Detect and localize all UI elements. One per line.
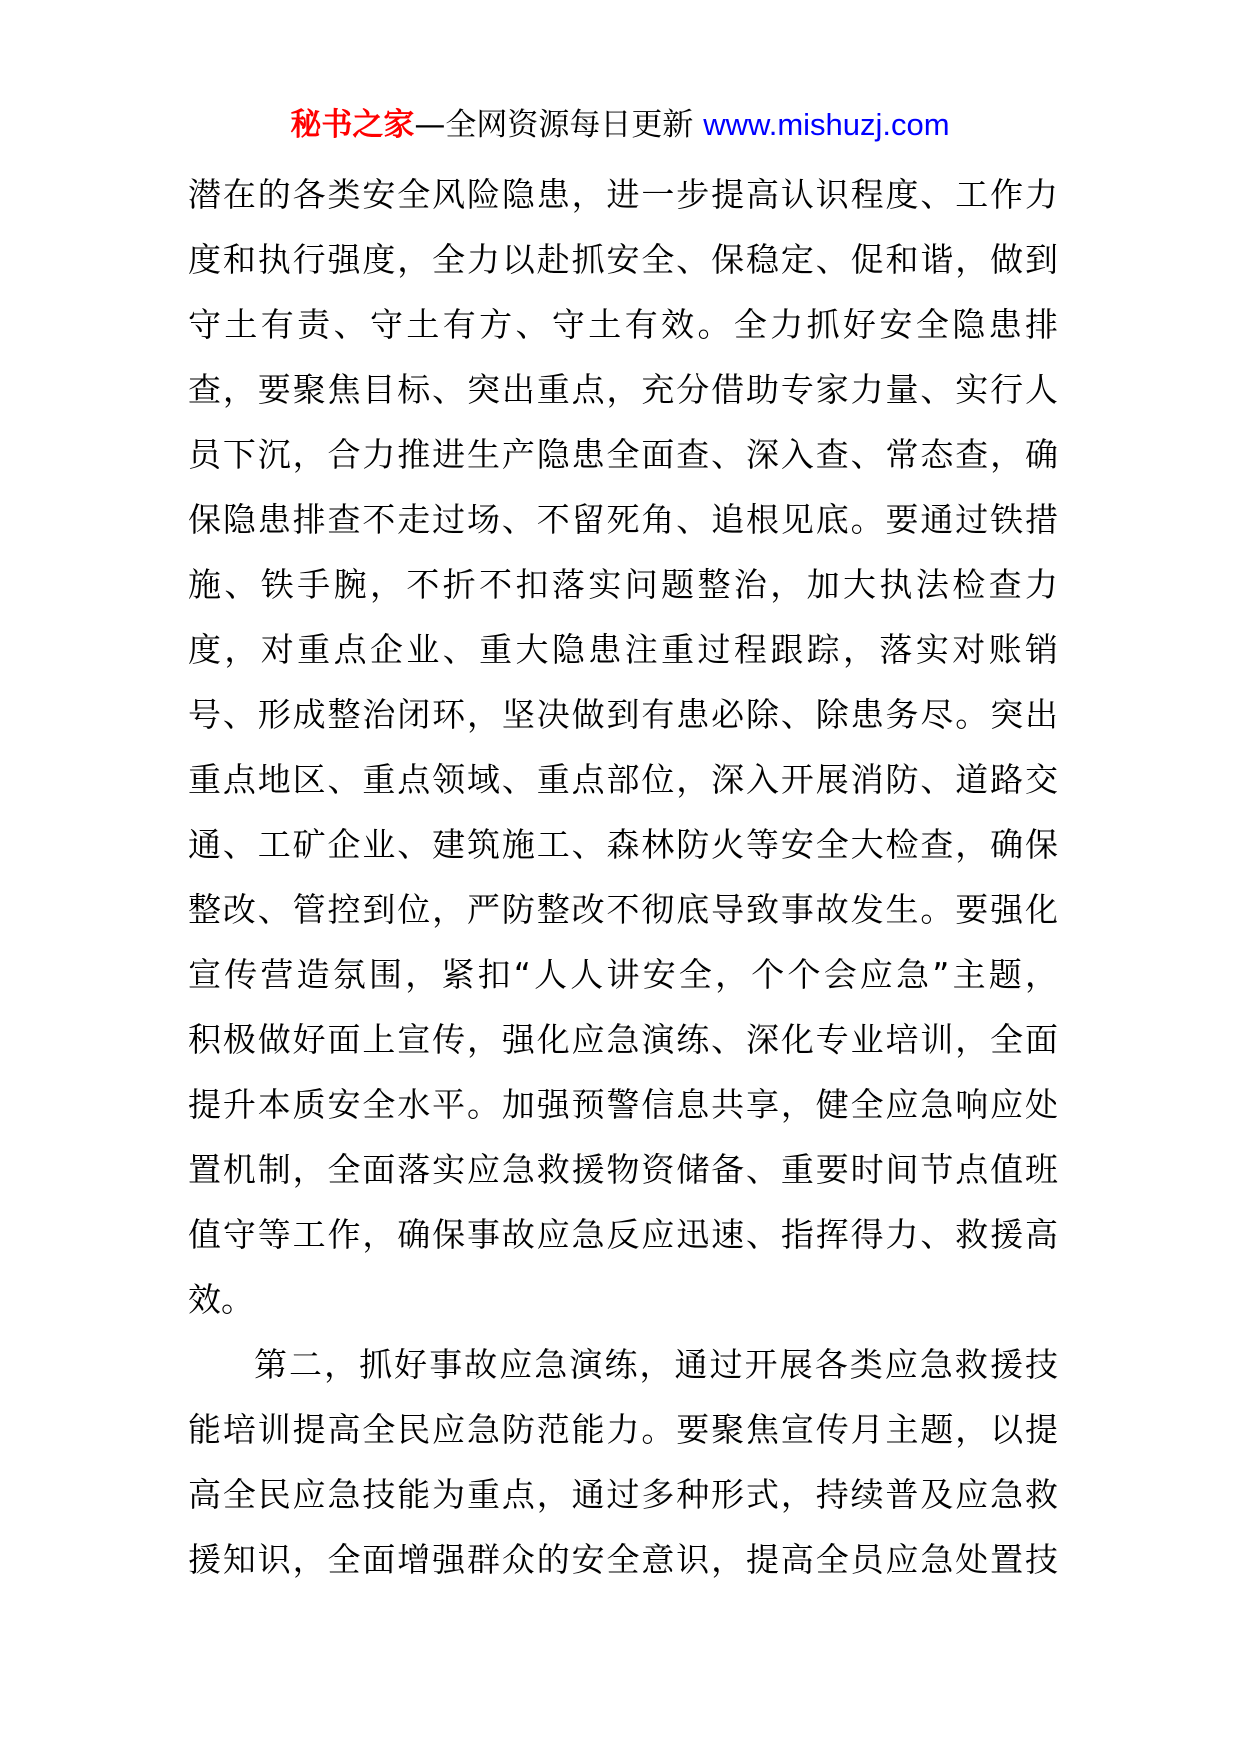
text-line: 提升本质安全水平。加强预警信息共享，健全应急响应处 [188, 1085, 1058, 1124]
text-line: 保隐患排查不走过场、不留死角、追根见底。要通过铁措 [188, 500, 1058, 539]
text-line: 重点地区、重点领域、重点部位，深入开展消防、道路交 [188, 760, 1058, 799]
text-line: 施、铁手腕，不折不扣落实问题整治，加大执法检查力 [188, 565, 1058, 604]
paragraph-start-line: 第二，抓好事故应急演练，通过开展各类应急救援技 [254, 1345, 1058, 1384]
text-line: 值守等工作，确保事故应急反应迅速、指挥得力、救援高 [188, 1215, 1058, 1254]
text-line: 置机制，全面落实应急救援物资储备、重要时间节点值班 [188, 1150, 1058, 1189]
header-brand: 秘书之家 [290, 107, 415, 143]
text-line: 员下沉，合力推进生产隐患全面查、深入查、常态查，确 [188, 435, 1058, 474]
text-line: 度，对重点企业、重大隐患注重过程跟踪，落实对账销 [188, 630, 1058, 669]
document-body [188, 162, 1058, 1592]
text-line: 守土有责、守土有方、守土有效。全力抓好安全隐患排 [188, 305, 1058, 344]
paragraph-end-line: 效。 [188, 1280, 254, 1319]
text-line: 宣传营造氛围，紧扣“人人讲安全，个个会应急”主题， [188, 955, 1058, 994]
text-line: 能培训提高全民应急防范能力。要聚焦宣传月主题，以提 [188, 1410, 1058, 1449]
page-header [0, 100, 1240, 150]
text-line: 积极做好面上宣传，强化应急演练、深化专业培训，全面 [188, 1020, 1058, 1059]
text-line: 整改、管控到位，严防整改不彻底导致事故发生。要强化 [188, 890, 1058, 929]
text-line: 号、形成整治闭环，坚决做到有患必除、除患务尽。突出 [188, 695, 1058, 734]
text-line: 度和执行强度，全力以赴抓安全、保稳定、促和谐，做到 [188, 240, 1058, 279]
text-line: 援知识，全面增强群众的安全意识，提高全员应急处置技 [188, 1540, 1058, 1579]
text-line: 高全民应急技能为重点，通过多种形式，持续普及应急救 [188, 1475, 1058, 1514]
text-line: 通、工矿企业、建筑施工、森林防火等安全大检查，确保 [188, 825, 1058, 864]
text-line: 潜在的各类安全风险隐患，进一步提高认识程度、工作力 [188, 175, 1058, 214]
header-tagline: —全网资源每日更新 [414, 107, 704, 143]
header-url-link[interactable]: www.mishuzj.com [703, 107, 950, 142]
text-line: 查，要聚焦目标、突出重点，充分借助专家力量、实行人 [188, 370, 1058, 409]
